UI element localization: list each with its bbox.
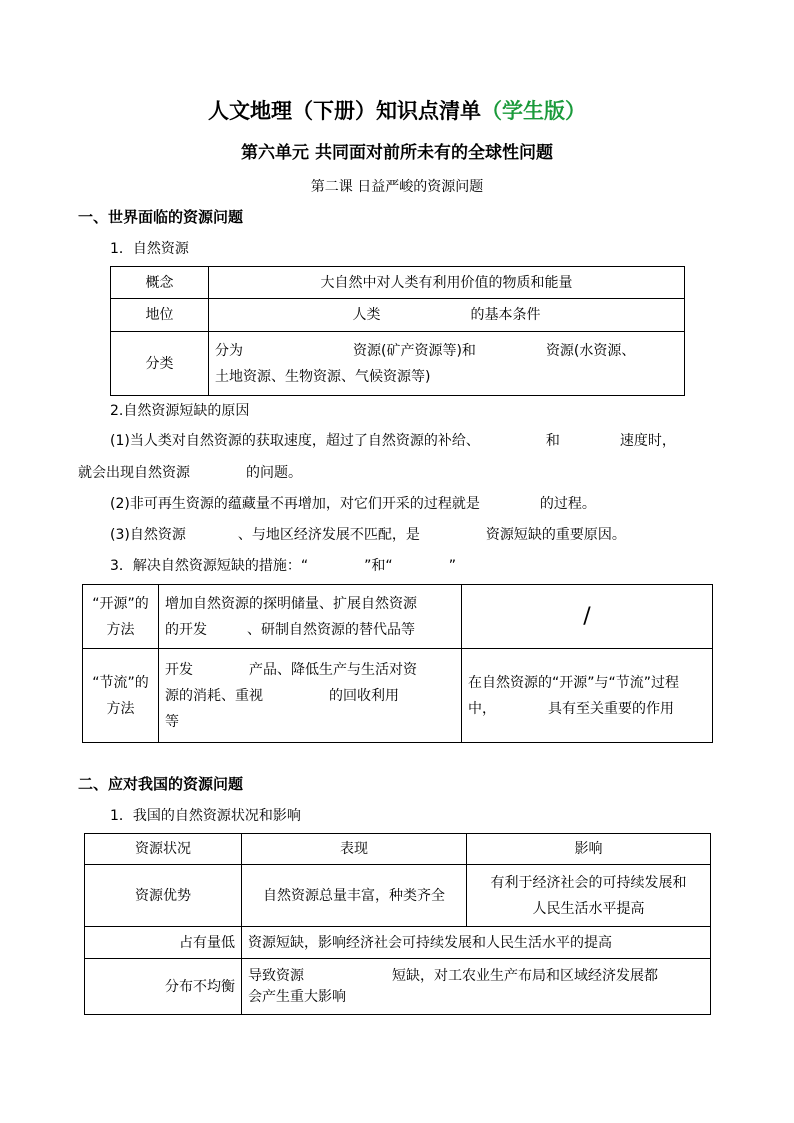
row-label-status: 地位 [111,299,209,332]
status-advantage: 资源优势 [85,865,242,927]
status-low-share: 占有量低 [85,927,242,959]
process-note [462,649,713,743]
open-source-method [159,585,462,649]
paragraph-3 [110,524,626,544]
sub3-b: ”和“ [364,558,393,574]
header-impact: 影响 [467,834,711,865]
open-source-label [83,585,159,649]
natural-resource-table [110,266,685,396]
lesson-title: 第二课 日益严峻的资源问题 [310,179,484,195]
open-text-a: 增加自然资源的探明储量、扩展自然资源 [165,595,417,612]
section1-sub1: 1．自然资源 [110,241,189,257]
note-c: 具有至关重要的作用 [548,700,674,717]
row-content-category [209,332,685,396]
p2-a: (2)非可再生资源的蕴藏量不再增加，对它们开采的过程就是 [110,496,480,512]
merged-uneven [242,959,711,1015]
impact-advantage [467,865,711,927]
paragraph-1-line-2 [78,462,302,482]
open-text-c: 、研制自然资源的替代品等 [247,621,415,638]
p1-c: 速度时， [619,433,676,449]
open-text-b: 的开发 [165,621,207,638]
open-label-a: “开源”的 [92,595,149,612]
uneven-b: 短缺，对工农业生产布局和区域经济发展都 [392,967,658,984]
status-text-b: 的基本条件 [470,307,541,323]
open-label-b: 方法 [106,621,135,638]
save-label-b: 方法 [106,700,135,717]
category-text-c: 资源(水资源、 [545,342,636,359]
save-text-a: 开发 [165,661,193,678]
header-status: 资源状况 [85,834,242,865]
note-a: 在自然资源的“开源”与“节流”过程 [468,674,680,691]
uneven-a: 导致资源 [248,967,304,984]
save-text-b: 产品、降低生产与生活对资 [249,661,417,678]
section1-sub3 [110,555,456,575]
save-text-c: 源的消耗、重视 [165,687,263,704]
impact-a: 有利于经济社会的可持续发展和 [490,874,687,891]
category-text-b: 资源(矿产资源等)和 [353,342,476,359]
impact-b: 人民生活水平提高 [532,900,645,917]
category-text-d: 土地资源、生物资源、气候资源等) [215,368,431,385]
sub3-c: ” [448,558,456,574]
page-title [0,95,794,125]
measures-table [82,584,713,743]
section1-sub2: 2.自然资源短缺的原因 [110,403,250,419]
p1-d: 就会出现自然资源 [78,465,190,481]
title-main: 人文地理（下册）知识点清单 [208,99,481,123]
row-content-concept: 大自然中对人类有利用价值的物质和能量 [209,267,685,299]
p3-a: (3)自然资源 [110,527,186,543]
status-uneven: 分布不均衡 [85,959,242,1015]
unit-title: 第六单元 共同面对前所未有的全球性问题 [241,143,553,163]
category-text-a: 分为 [215,342,243,359]
paragraph-2 [110,493,596,513]
save-label-a: “节流”的 [92,674,149,691]
p1-b: 和 [545,433,560,449]
sub3-a: 3．解决自然资源短缺的措施：“ [110,558,309,574]
save-source-label [83,649,159,743]
paragraph-1-line-1 [110,430,676,450]
row-label-category: 分类 [111,332,209,396]
p3-c: 资源短缺的重要原因。 [485,527,626,543]
section1-heading: 一、世界面临的资源问题 [78,208,244,226]
section2-heading: 二、应对我国的资源问题 [78,775,244,793]
save-source-method [159,649,462,743]
note-b: 中， [468,700,496,717]
row-content-status [209,299,685,332]
section2-sub1: 1．我国的自然资源状况和影响 [110,808,301,824]
row-label-concept: 概念 [111,267,209,299]
p3-b: 、与地区经济发展不匹配，是 [237,527,420,543]
title-edition: （学生版） [481,99,586,123]
header-show: 表现 [242,834,467,865]
save-text-d: 的回收利用 [329,687,399,704]
p1-e: 的问题。 [246,465,302,481]
p1-a: (1)当人类对自然资源的获取速度，超过了自然资源的补给、 [110,433,480,449]
status-text-a: 人类 [352,307,381,323]
p2-b: 的过程。 [539,496,596,512]
merged-low-share: 资源短缺，影响经济社会可持续发展和人民生活水平的提高 [242,927,711,959]
save-text-e: 等 [165,713,179,730]
china-resource-table [84,833,711,1015]
uneven-c: 会产生重大影响 [248,988,346,1005]
empty-slash-cell: / [462,585,713,649]
show-advantage: 自然资源总量丰富，种类齐全 [242,865,467,927]
